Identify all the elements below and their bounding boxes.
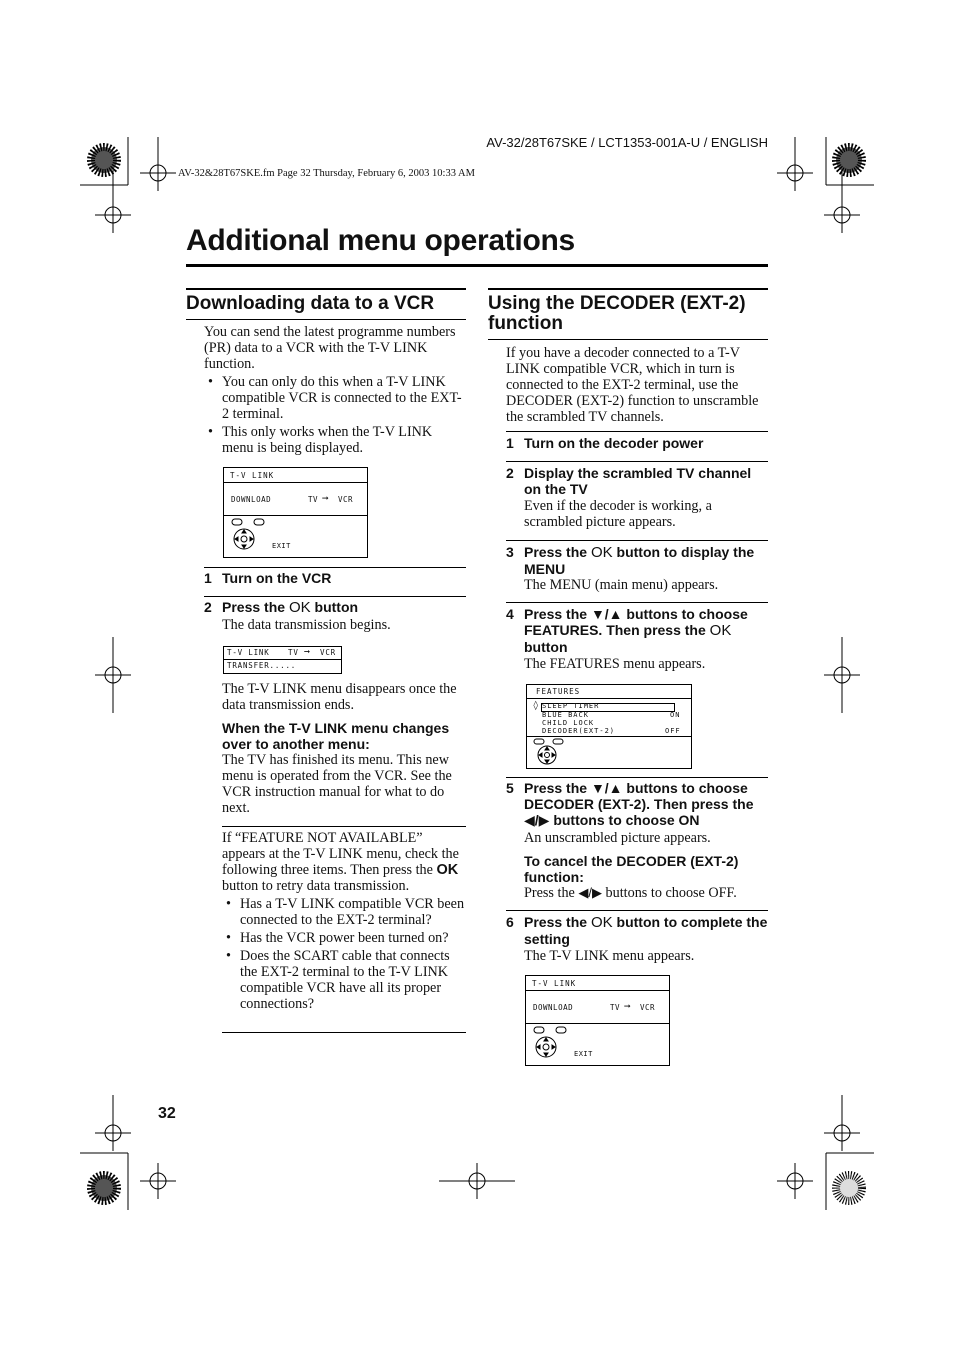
features-menu-screen xyxy=(526,684,692,769)
right-intro-text: If you have a decoder connected to a T-V LINK compatible VCR, which in turn is connected to the EXT-2 terminal, use the DECODER (EXT-2) function to unscramble the scrambled TV channels. xyxy=(506,345,759,425)
left-right-arrow-icon: ◀/▶ xyxy=(578,885,602,900)
step-rule xyxy=(204,596,466,597)
note-text: If “FEATURE NOT AVAILABLE” appears at the T-V LINK menu, check the following three items. Then press the OK button to retry data transmission. xyxy=(222,830,459,894)
list-item: • You can only do this when a T-V LINK compatible VCR is connected to the EXT-2 terminal. xyxy=(204,374,466,422)
list-item: • Has the VCR power been turned on? xyxy=(222,930,466,946)
step-number: 2 xyxy=(204,599,212,615)
features-title: FEATURES xyxy=(527,685,691,699)
features-item-child-lock: CHILD LOCK xyxy=(542,719,595,727)
left-step-2 xyxy=(204,599,466,616)
right-step-3 xyxy=(506,544,768,577)
left-intro-block xyxy=(204,324,466,458)
left-heading-rule xyxy=(186,288,466,290)
menu-changes-heading: When the T-V LINK menu changes over to another menu: xyxy=(222,720,450,752)
note-rule-top xyxy=(222,826,466,827)
arrow-right-icon: ➞ xyxy=(624,1000,632,1013)
features-value-blue-back: ON xyxy=(670,711,681,719)
ok-button-glyph: OK xyxy=(436,862,459,878)
ok-button-glyph: OK xyxy=(590,544,613,561)
step-text: Press the OK button to complete the setting xyxy=(524,914,768,947)
osd-exit-label: EXIT xyxy=(574,1050,593,1058)
step-rule xyxy=(506,461,768,462)
file-info-line: AV-32&28T67SKE.fm Page 32 Thursday, February 6, 2003 10:33 AM xyxy=(178,168,475,179)
step-number: 2 xyxy=(506,465,514,481)
document-reference: AV-32/28T67SKE / LCT1353-001A-U / ENGLISH xyxy=(486,135,768,150)
ok-button-glyph: OK xyxy=(590,914,613,931)
right-step-1 xyxy=(506,435,768,451)
transfer-header-row xyxy=(224,647,341,660)
tv-link-menu-screen-final xyxy=(525,975,670,1066)
right-step-5-desc: An unscrambled picture appears. xyxy=(524,830,711,846)
arrow-right-icon: ➞ xyxy=(304,647,311,658)
osd-value-from: TV xyxy=(308,495,319,504)
list-item: • Does the SCART cable that connects the EXT-2 terminal to the T-V LINK compatible VCR have all its proper connections? xyxy=(222,948,466,1012)
right-heading-line-2: function xyxy=(488,313,563,334)
right-section-heading xyxy=(488,294,746,334)
remote-navigation-icon xyxy=(230,518,270,552)
step-text: Press the ▼/▲ buttons to choose DECODER (EXT-2). Then press the ◀/▶ buttons to choose ON xyxy=(524,780,754,828)
osd-title: T-V LINK xyxy=(224,468,367,483)
menu-changes-body: The TV has finished its menu. This new menu is operated from the VCR. See the VCR instruction manual for what to do next. xyxy=(222,752,452,816)
transfer-label: T-V LINK xyxy=(227,648,270,657)
down-up-arrow-icon: ▼/▲ xyxy=(590,780,623,796)
note-bullet-list xyxy=(222,896,466,1012)
left-step-2-desc: The data transmission begins. xyxy=(222,617,391,633)
features-value-decoder: OFF xyxy=(665,727,681,735)
step-number: 1 xyxy=(204,570,212,586)
right-step-4-desc: The FEATURES menu appears. xyxy=(524,656,706,672)
page-number: 32 xyxy=(158,1105,176,1122)
osd-download-row xyxy=(224,484,367,516)
osd-value-from: TV xyxy=(610,1003,621,1012)
step-number: 6 xyxy=(506,914,514,930)
right-heading-rule xyxy=(488,288,768,290)
transfer-from: TV xyxy=(288,648,299,657)
left-after-transfer: The T-V LINK menu disappears once the data transmission ends. xyxy=(222,681,457,713)
step-text: Display the scrambled TV channel on the TV xyxy=(524,465,752,497)
step-rule xyxy=(506,910,768,911)
step-rule xyxy=(506,431,768,432)
features-item-blue-back: BLUE BACK xyxy=(542,711,589,719)
step-number: 1 xyxy=(506,435,514,451)
step-rule xyxy=(506,540,768,541)
osd-value-to: VCR xyxy=(640,1003,656,1012)
step-text: Press the OK button to display the MENU xyxy=(524,544,755,577)
page-title: Additional menu operations xyxy=(186,224,575,257)
osd-exit-label: EXIT xyxy=(272,542,291,550)
step-text: Press the OK button xyxy=(222,599,359,616)
down-up-arrow-icon: ▼/▲ xyxy=(590,606,623,622)
arrow-right-icon: ➞ xyxy=(322,492,330,505)
transfer-to: VCR xyxy=(320,648,336,657)
step-text: Press the ▼/▲ buttons to choose FEATURES. Then press the OK button xyxy=(524,606,748,655)
osd-item-label: DOWNLOAD xyxy=(533,1003,574,1012)
transfer-status: TRANSFER..... xyxy=(227,661,297,670)
left-bullet-list xyxy=(204,374,466,456)
osd-title: T-V LINK xyxy=(526,976,669,991)
left-intro-text: You can send the latest programme numbers (PR) data to a VCR with the T-V LINK function. xyxy=(204,324,456,372)
selection-cursor-icon: ◊ xyxy=(533,701,540,711)
left-right-arrow-icon: ◀/▶ xyxy=(524,812,550,828)
note-block xyxy=(222,830,466,1014)
step-text: Turn on the decoder power xyxy=(524,435,704,451)
ok-button-glyph: OK xyxy=(288,599,311,616)
step-number: 4 xyxy=(506,606,514,622)
osd-download-row xyxy=(526,992,669,1024)
right-step-3-desc: The MENU (main menu) appears. xyxy=(524,577,719,593)
cancel-decoder-text: Press the ◀/▶ buttons to choose OFF. xyxy=(524,885,737,901)
right-heading-underline xyxy=(488,339,768,340)
step-text: Turn on the VCR xyxy=(222,570,332,586)
features-item-decoder: DECODER(EXT-2) xyxy=(542,727,616,735)
right-step-4 xyxy=(506,606,768,655)
right-step-2 xyxy=(506,465,768,497)
right-step-2-desc: Even if the decoder is working, a scrambled picture appears. xyxy=(524,498,712,530)
left-heading-underline xyxy=(186,319,466,320)
step-number: 5 xyxy=(506,780,514,796)
title-rule xyxy=(186,264,768,267)
list-item: • This only works when the T-V LINK menu is being displayed. xyxy=(204,424,466,456)
remote-navigation-icon xyxy=(532,1026,572,1060)
features-item-sleep-timer: SLEEP TIMER xyxy=(542,702,600,710)
step-rule xyxy=(506,777,768,778)
step-rule xyxy=(204,567,466,568)
right-heading-line-1: Using the DECODER (EXT-2) xyxy=(488,293,746,314)
tv-link-menu-screen xyxy=(223,467,368,558)
right-step-6-desc: The T-V LINK menu appears. xyxy=(524,948,695,964)
step-number: 3 xyxy=(506,544,514,560)
left-section-heading: Downloading data to a VCR xyxy=(186,293,435,314)
osd-item-label: DOWNLOAD xyxy=(231,495,272,504)
cancel-decoder-heading: To cancel the DECODER (EXT-2) function: xyxy=(524,853,739,885)
right-step-5 xyxy=(506,780,768,828)
remote-navigation-icon xyxy=(533,738,573,766)
note-rule-bottom xyxy=(222,1032,466,1033)
tv-link-transfer-screen xyxy=(223,646,342,674)
features-list xyxy=(527,699,691,737)
list-item: • Has a T-V LINK compatible VCR been connected to the EXT-2 terminal? xyxy=(222,896,466,928)
ok-button-glyph: OK xyxy=(709,622,732,639)
step-rule xyxy=(506,602,768,603)
left-step-1 xyxy=(204,570,466,586)
right-step-6 xyxy=(506,914,768,947)
osd-value-to: VCR xyxy=(338,495,354,504)
